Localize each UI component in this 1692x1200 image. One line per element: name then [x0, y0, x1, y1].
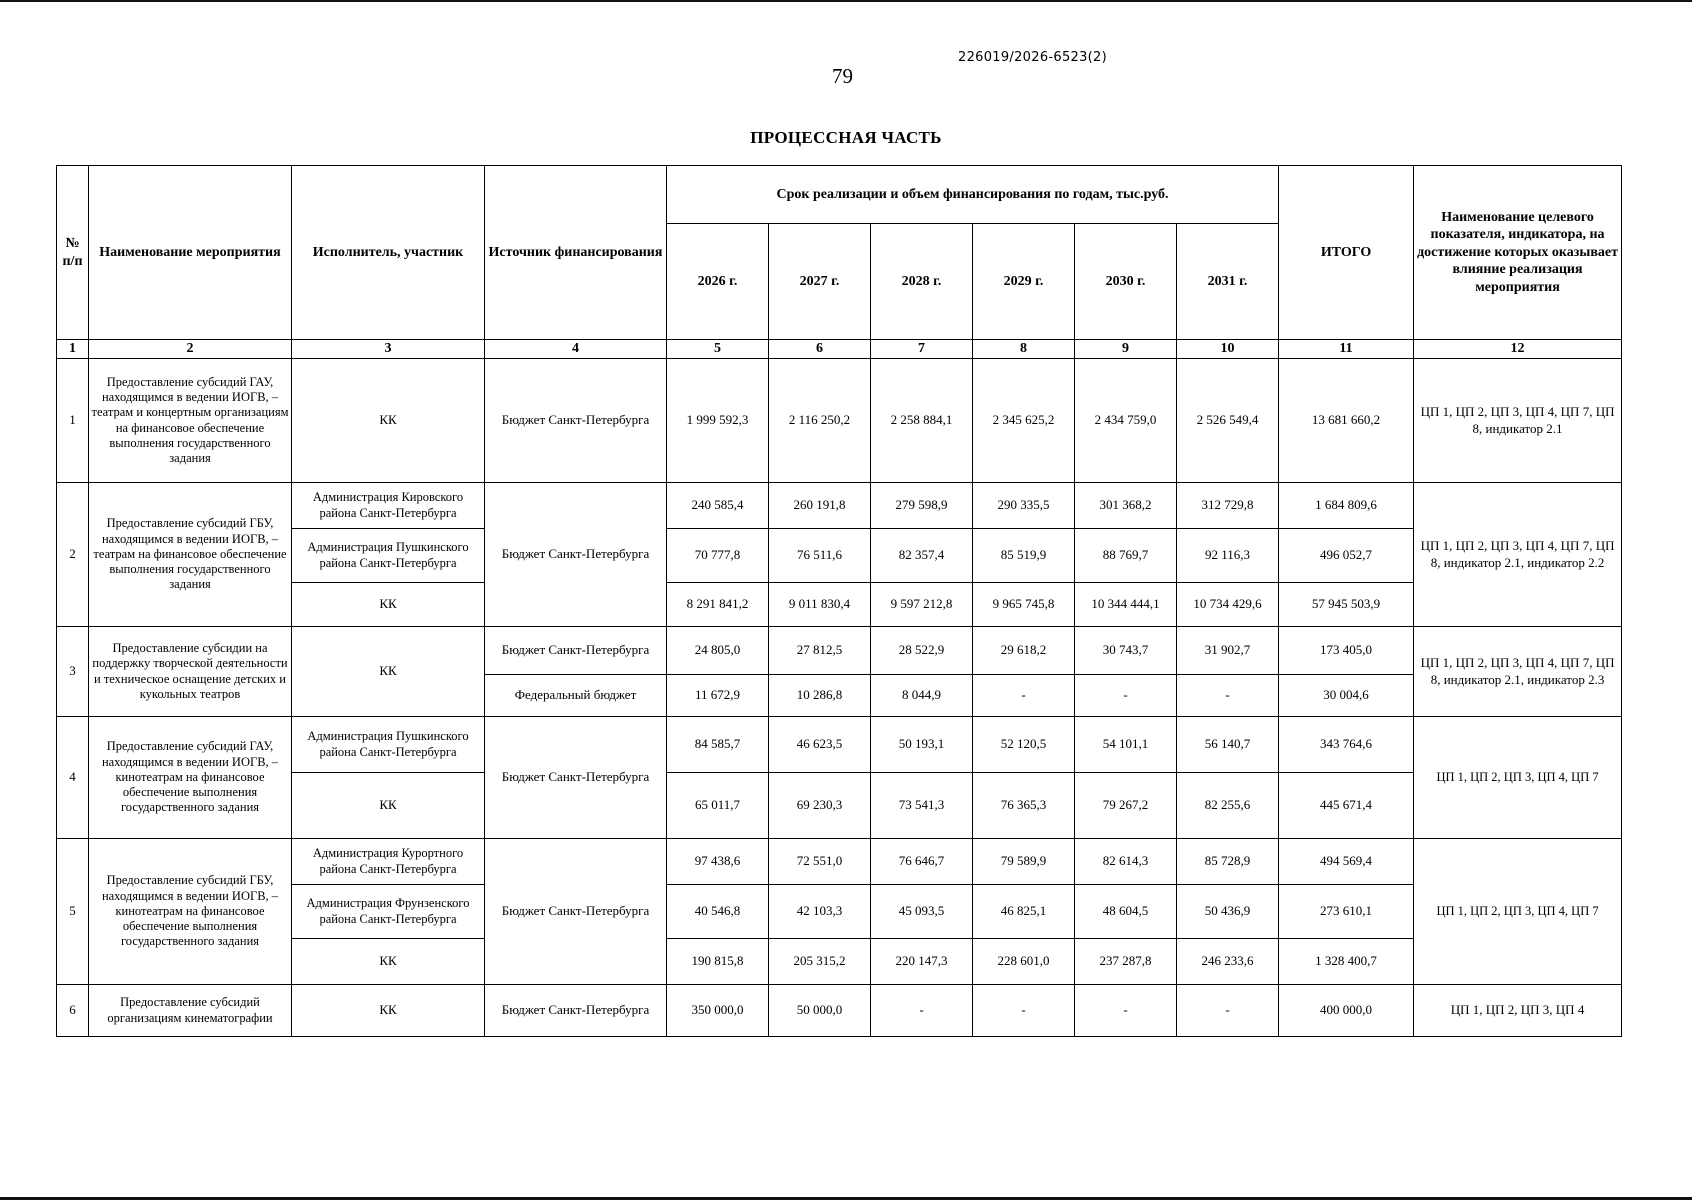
executor-cell: КК — [292, 773, 485, 839]
executor-cell: КК — [292, 939, 485, 985]
value-2031: - — [1177, 675, 1279, 717]
header-year-2031: 2031 г. — [1177, 224, 1279, 340]
value-2026: 350 000,0 — [667, 985, 769, 1037]
value-2031: 50 436,9 — [1177, 885, 1279, 939]
source-cell: Бюджет Санкт-Петербурга — [485, 483, 667, 627]
header-col-executor: Исполнитель, участник — [292, 166, 485, 340]
activity-name: Предоставление субсидий организациям кинематографии — [89, 985, 292, 1037]
value-2029: - — [973, 985, 1075, 1037]
header-col-total: ИТОГО — [1279, 166, 1414, 340]
table-row — [57, 529, 1622, 583]
table-row — [57, 359, 1622, 483]
value-2028: 8 044,9 — [871, 675, 973, 717]
table-row — [57, 773, 1622, 839]
value-2028: 279 598,9 — [871, 483, 973, 529]
column-number: 4 — [485, 340, 667, 359]
value-2031: 31 902,7 — [1177, 627, 1279, 675]
source-cell: Бюджет Санкт-Петербурга — [485, 717, 667, 839]
header-year-2028: 2028 г. — [871, 224, 973, 340]
header-year-2027: 2027 г. — [769, 224, 871, 340]
value-2028: 45 093,5 — [871, 885, 973, 939]
value-2029: 2 345 625,2 — [973, 359, 1075, 483]
value-2028: 9 597 212,8 — [871, 583, 973, 627]
value-2028: 28 522,9 — [871, 627, 973, 675]
total-cell: 1 684 809,6 — [1279, 483, 1414, 529]
column-number: 5 — [667, 340, 769, 359]
column-number-row — [57, 340, 1622, 359]
value-2030: 301 368,2 — [1075, 483, 1177, 529]
table-row — [57, 583, 1622, 627]
source-cell: Бюджет Санкт-Петербурга — [485, 627, 667, 675]
value-2031: 2 526 549,4 — [1177, 359, 1279, 483]
value-2030: 10 344 444,1 — [1075, 583, 1177, 627]
column-number: 11 — [1279, 340, 1414, 359]
executor-cell: КК — [292, 627, 485, 717]
value-2026: 97 438,6 — [667, 839, 769, 885]
value-2029: 29 618,2 — [973, 627, 1075, 675]
value-2027: 42 103,3 — [769, 885, 871, 939]
table-row — [57, 939, 1622, 985]
table-row — [57, 627, 1622, 675]
column-number: 1 — [57, 340, 89, 359]
executor-cell: Администрация Кировского района Санкт-Петербурга — [292, 483, 485, 529]
value-2030: 82 614,3 — [1075, 839, 1177, 885]
value-2029: 228 601,0 — [973, 939, 1075, 985]
value-2031: - — [1177, 985, 1279, 1037]
row-number: 2 — [57, 483, 89, 627]
executor-cell: Администрация Фрунзенского района Санкт-Петербурга — [292, 885, 485, 939]
value-2029: - — [973, 675, 1075, 717]
indicator-cell: ЦП 1, ЦП 2, ЦП 3, ЦП 4, ЦП 7 — [1414, 839, 1622, 985]
activity-name: Предоставление субсидии на поддержку творческой деятельности и техническое оснащение детских и кукольных театров — [89, 627, 292, 717]
value-2027: 260 191,8 — [769, 483, 871, 529]
value-2027: 205 315,2 — [769, 939, 871, 985]
row-number: 3 — [57, 627, 89, 717]
value-2029: 79 589,9 — [973, 839, 1075, 885]
value-2031: 85 728,9 — [1177, 839, 1279, 885]
value-2030: 88 769,7 — [1075, 529, 1177, 583]
row-number: 1 — [57, 359, 89, 483]
value-2031: 82 255,6 — [1177, 773, 1279, 839]
value-2030: 48 604,5 — [1075, 885, 1177, 939]
table-row — [57, 839, 1622, 885]
value-2028: 50 193,1 — [871, 717, 973, 773]
header-col-indicator: Наименование целевого показателя, индикатора, на достижение которых оказывает влияние реализация мероприятия — [1414, 166, 1622, 340]
value-2029: 290 335,5 — [973, 483, 1075, 529]
value-2028: - — [871, 985, 973, 1037]
value-2026: 40 546,8 — [667, 885, 769, 939]
column-number: 10 — [1177, 340, 1279, 359]
value-2027: 50 000,0 — [769, 985, 871, 1037]
value-2029: 76 365,3 — [973, 773, 1075, 839]
value-2026: 190 815,8 — [667, 939, 769, 985]
value-2027: 10 286,8 — [769, 675, 871, 717]
value-2028: 2 258 884,1 — [871, 359, 973, 483]
indicator-cell: ЦП 1, ЦП 2, ЦП 3, ЦП 4, ЦП 7, ЦП 8, индикатор 2.1, индикатор 2.2 — [1414, 483, 1622, 627]
value-2030: - — [1075, 985, 1177, 1037]
value-2027: 76 511,6 — [769, 529, 871, 583]
top-border-line — [0, 0, 1692, 2]
total-cell: 400 000,0 — [1279, 985, 1414, 1037]
header-year-2029: 2029 г. — [973, 224, 1075, 340]
header-year-2026: 2026 г. — [667, 224, 769, 340]
value-2030: - — [1075, 675, 1177, 717]
value-2027: 46 623,5 — [769, 717, 871, 773]
value-2026: 70 777,8 — [667, 529, 769, 583]
page-number: 79 — [832, 64, 853, 88]
value-2031: 312 729,8 — [1177, 483, 1279, 529]
header-col-number: № п/п — [57, 166, 89, 340]
value-2031: 246 233,6 — [1177, 939, 1279, 985]
value-2030: 30 743,7 — [1075, 627, 1177, 675]
page-title: ПРОЦЕССНАЯ ЧАСТЬ — [750, 128, 942, 147]
value-2029: 85 519,9 — [973, 529, 1075, 583]
total-cell: 13 681 660,2 — [1279, 359, 1414, 483]
value-2030: 2 434 759,0 — [1075, 359, 1177, 483]
column-number: 9 — [1075, 340, 1177, 359]
header-col-name: Наименование мероприятия — [89, 166, 292, 340]
column-number: 7 — [871, 340, 973, 359]
activity-name: Предоставление субсидий ГБУ, находящимся в ведении ИОГВ, – кинотеатрам на финансовое обеспечение выполнения государственного задания — [89, 839, 292, 985]
column-number: 2 — [89, 340, 292, 359]
table-wrapper — [56, 165, 1622, 1037]
value-2026: 24 805,0 — [667, 627, 769, 675]
value-2026: 84 585,7 — [667, 717, 769, 773]
executor-cell: КК — [292, 359, 485, 483]
financing-table — [56, 165, 1622, 1037]
value-2029: 52 120,5 — [973, 717, 1075, 773]
value-2029: 9 965 745,8 — [973, 583, 1075, 627]
executor-cell: Администрация Пушкинского района Санкт-Петербурга — [292, 529, 485, 583]
total-cell: 496 052,7 — [1279, 529, 1414, 583]
value-2028: 220 147,3 — [871, 939, 973, 985]
executor-cell: Администрация Курортного района Санкт-Петербурга — [292, 839, 485, 885]
value-2028: 73 541,3 — [871, 773, 973, 839]
value-2027: 69 230,3 — [769, 773, 871, 839]
total-cell: 57 945 503,9 — [1279, 583, 1414, 627]
value-2027: 2 116 250,2 — [769, 359, 871, 483]
column-number: 12 — [1414, 340, 1622, 359]
value-2027: 72 551,0 — [769, 839, 871, 885]
source-cell: Бюджет Санкт-Петербурга — [485, 985, 667, 1037]
value-2030: 237 287,8 — [1075, 939, 1177, 985]
column-number: 8 — [973, 340, 1075, 359]
source-cell: Федеральный бюджет — [485, 675, 667, 717]
total-cell: 30 004,6 — [1279, 675, 1414, 717]
registration-number: 226019/2026-6523(2) — [958, 50, 1107, 65]
indicator-cell: ЦП 1, ЦП 2, ЦП 3, ЦП 4 — [1414, 985, 1622, 1037]
source-cell: Бюджет Санкт-Петербурга — [485, 839, 667, 985]
total-cell: 273 610,1 — [1279, 885, 1414, 939]
table-row — [57, 885, 1622, 939]
indicator-cell: ЦП 1, ЦП 2, ЦП 3, ЦП 4, ЦП 7 — [1414, 717, 1622, 839]
value-2028: 82 357,4 — [871, 529, 973, 583]
value-2027: 27 812,5 — [769, 627, 871, 675]
header-period-group: Срок реализации и объем финансирования по годам, тыс.руб. — [667, 166, 1279, 224]
row-number: 6 — [57, 985, 89, 1037]
value-2031: 10 734 429,6 — [1177, 583, 1279, 627]
source-cell: Бюджет Санкт-Петербурга — [485, 359, 667, 483]
header-year-2030: 2030 г. — [1075, 224, 1177, 340]
table-row — [57, 483, 1622, 529]
total-cell: 494 569,4 — [1279, 839, 1414, 885]
value-2029: 46 825,1 — [973, 885, 1075, 939]
indicator-cell: ЦП 1, ЦП 2, ЦП 3, ЦП 4, ЦП 7, ЦП 8, индикатор 2.1 — [1414, 359, 1622, 483]
row-number: 5 — [57, 839, 89, 985]
column-number: 3 — [292, 340, 485, 359]
indicator-cell: ЦП 1, ЦП 2, ЦП 3, ЦП 4, ЦП 7, ЦП 8, индикатор 2.1, индикатор 2.3 — [1414, 627, 1622, 717]
column-number: 6 — [769, 340, 871, 359]
value-2026: 65 011,7 — [667, 773, 769, 839]
total-cell: 445 671,4 — [1279, 773, 1414, 839]
total-cell: 343 764,6 — [1279, 717, 1414, 773]
header-col-source: Источник финансирования — [485, 166, 667, 340]
activity-name: Предоставление субсидий ГБУ, находящимся в ведении ИОГВ, – театрам на финансовое обеспечение выполнения государственного задания — [89, 483, 292, 627]
executor-cell: КК — [292, 985, 485, 1037]
value-2026: 8 291 841,2 — [667, 583, 769, 627]
total-cell: 1 328 400,7 — [1279, 939, 1414, 985]
total-cell: 173 405,0 — [1279, 627, 1414, 675]
header-row-1 — [57, 166, 1622, 224]
executor-cell: КК — [292, 583, 485, 627]
value-2026: 240 585,4 — [667, 483, 769, 529]
table-row — [57, 985, 1622, 1037]
value-2026: 1 999 592,3 — [667, 359, 769, 483]
executor-cell: Администрация Пушкинского района Санкт-Петербурга — [292, 717, 485, 773]
row-number: 4 — [57, 717, 89, 839]
value-2028: 76 646,7 — [871, 839, 973, 885]
value-2027: 9 011 830,4 — [769, 583, 871, 627]
value-2030: 54 101,1 — [1075, 717, 1177, 773]
value-2026: 11 672,9 — [667, 675, 769, 717]
value-2031: 92 116,3 — [1177, 529, 1279, 583]
value-2031: 56 140,7 — [1177, 717, 1279, 773]
table-row — [57, 717, 1622, 773]
activity-name: Предоставление субсидий ГАУ, находящимся в ведении ИОГВ, – кинотеатрам на финансовое обеспечение выполнения государственного задания — [89, 717, 292, 839]
value-2030: 79 267,2 — [1075, 773, 1177, 839]
activity-name: Предоставление субсидий ГАУ, находящимся в ведении ИОГВ, – театрам и концертным организациям на финансовое обеспечение выполнения государственного задания — [89, 359, 292, 483]
